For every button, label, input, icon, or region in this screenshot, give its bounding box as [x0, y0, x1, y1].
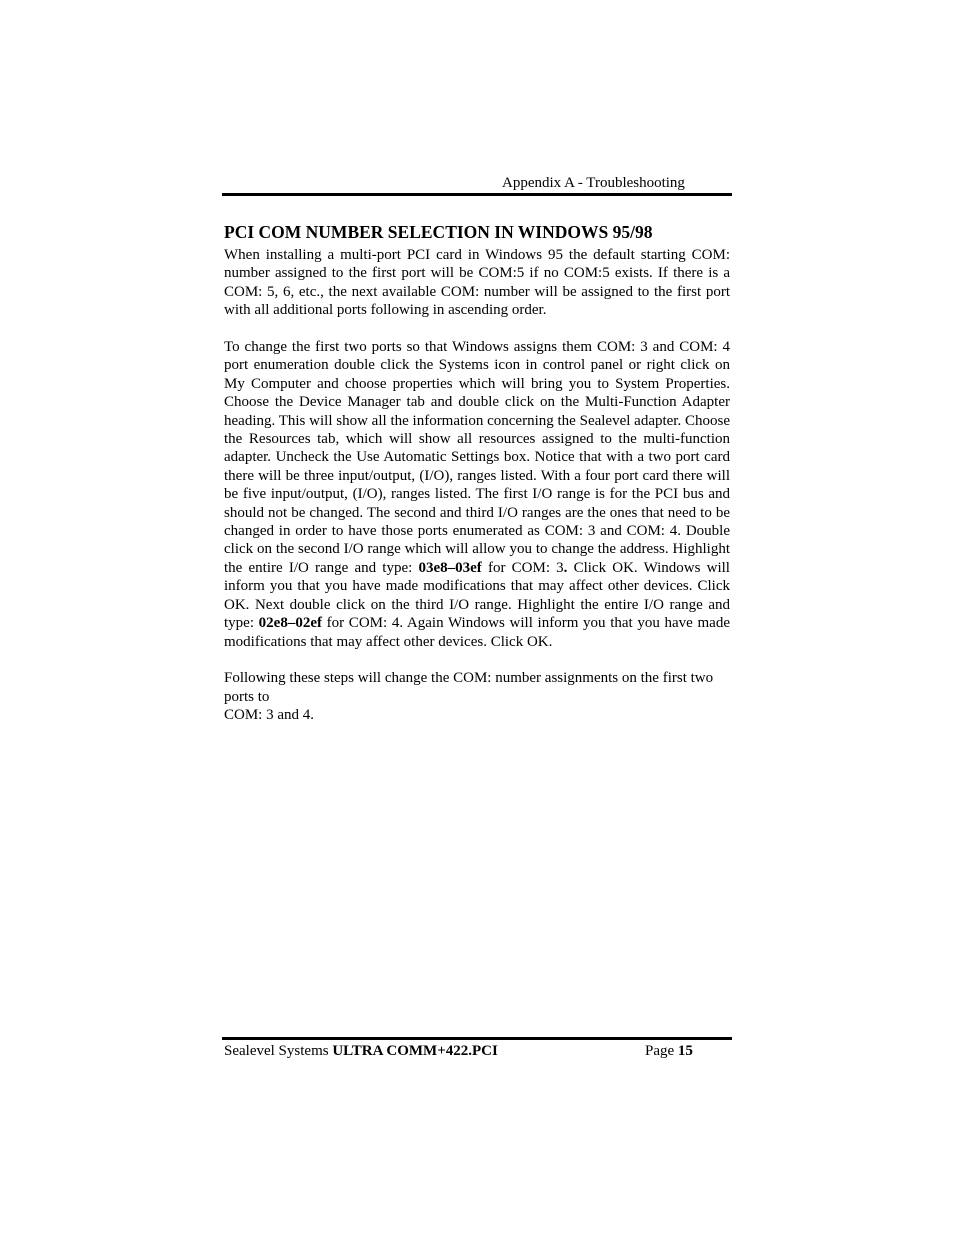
page-label: Page — [645, 1043, 675, 1059]
paragraph-change-ports — [224, 338, 730, 651]
product-name: ULTRA COMM+422.PCI — [332, 1043, 498, 1059]
bold-period: . — [563, 559, 568, 576]
footer-rule — [222, 1037, 732, 1040]
header-rule — [222, 193, 732, 196]
paragraph-text: for COM: 4. Again Windows will inform you that you have made modifications that may affect other devices. Click OK. — [224, 615, 730, 650]
body-text — [224, 246, 730, 743]
paragraph-text: Click OK. Windows will inform you that you have made modifications that may affect other devices. Click OK. Next double click on the third I/O range. Highlight the entire I/O range and type: — [224, 559, 730, 632]
paragraph-text: Following these steps will change the COM: number assignments on the first two ports to — [224, 670, 714, 705]
page-number: 15 — [677, 1043, 693, 1059]
page-number-block — [645, 1042, 693, 1060]
paragraph-default-com: When installing a multi-port PCI card in Windows 95 the default starting COM: number assigned to the first port will be COM:5 if no COM:5 exists. If there is a COM: 5, 6, etc., the next available COM: number will be assigned to the first port with all additional ports following in ascending order. — [224, 247, 730, 319]
paragraph-text: To change the first two ports so that Windows assigns them COM: 3 and COM: 4 port enumeration double click the Systems icon in control panel or right click on My Computer and choose properties which will bring you to System Properties. Choose the Device Manager tab and double click on the Multi-Function Adapter heading. This will show all the information concerning the Sealevel adapter. Choose the Resources tab, which will show all resources assigned to the multi-function adapter. Uncheck the Use Automatic Settings box. Notice that with a two port card there will be three input/output, (I/O), ranges listed. With a four port card there will be five input/output, (I/O), ranges listed. The first I/O range is for the PCI bus and should not be changed. The second and third I/O ranges are the ones that need to be changed in order to have those ports enumerated as COM: 3 and COM: 4. Double click on the second I/O range which will allow you to change the address. Highlight the entire I/O range and type: — [224, 339, 730, 576]
paragraph-text: for COM: 3 — [481, 559, 564, 576]
io-range-com3: 03e8–03ef — [418, 559, 482, 576]
footer-company — [224, 1042, 498, 1060]
company-name: Sealevel Systems — [224, 1043, 329, 1059]
running-header: Appendix A - Troubleshooting — [502, 175, 685, 191]
paragraph-result — [224, 669, 730, 724]
io-range-com4: 02e8–02ef — [258, 615, 322, 632]
section-title: PCI COM NUMBER SELECTION IN WINDOWS 95/98 — [224, 222, 653, 242]
paragraph-text: COM: 3 and 4. — [224, 707, 314, 724]
